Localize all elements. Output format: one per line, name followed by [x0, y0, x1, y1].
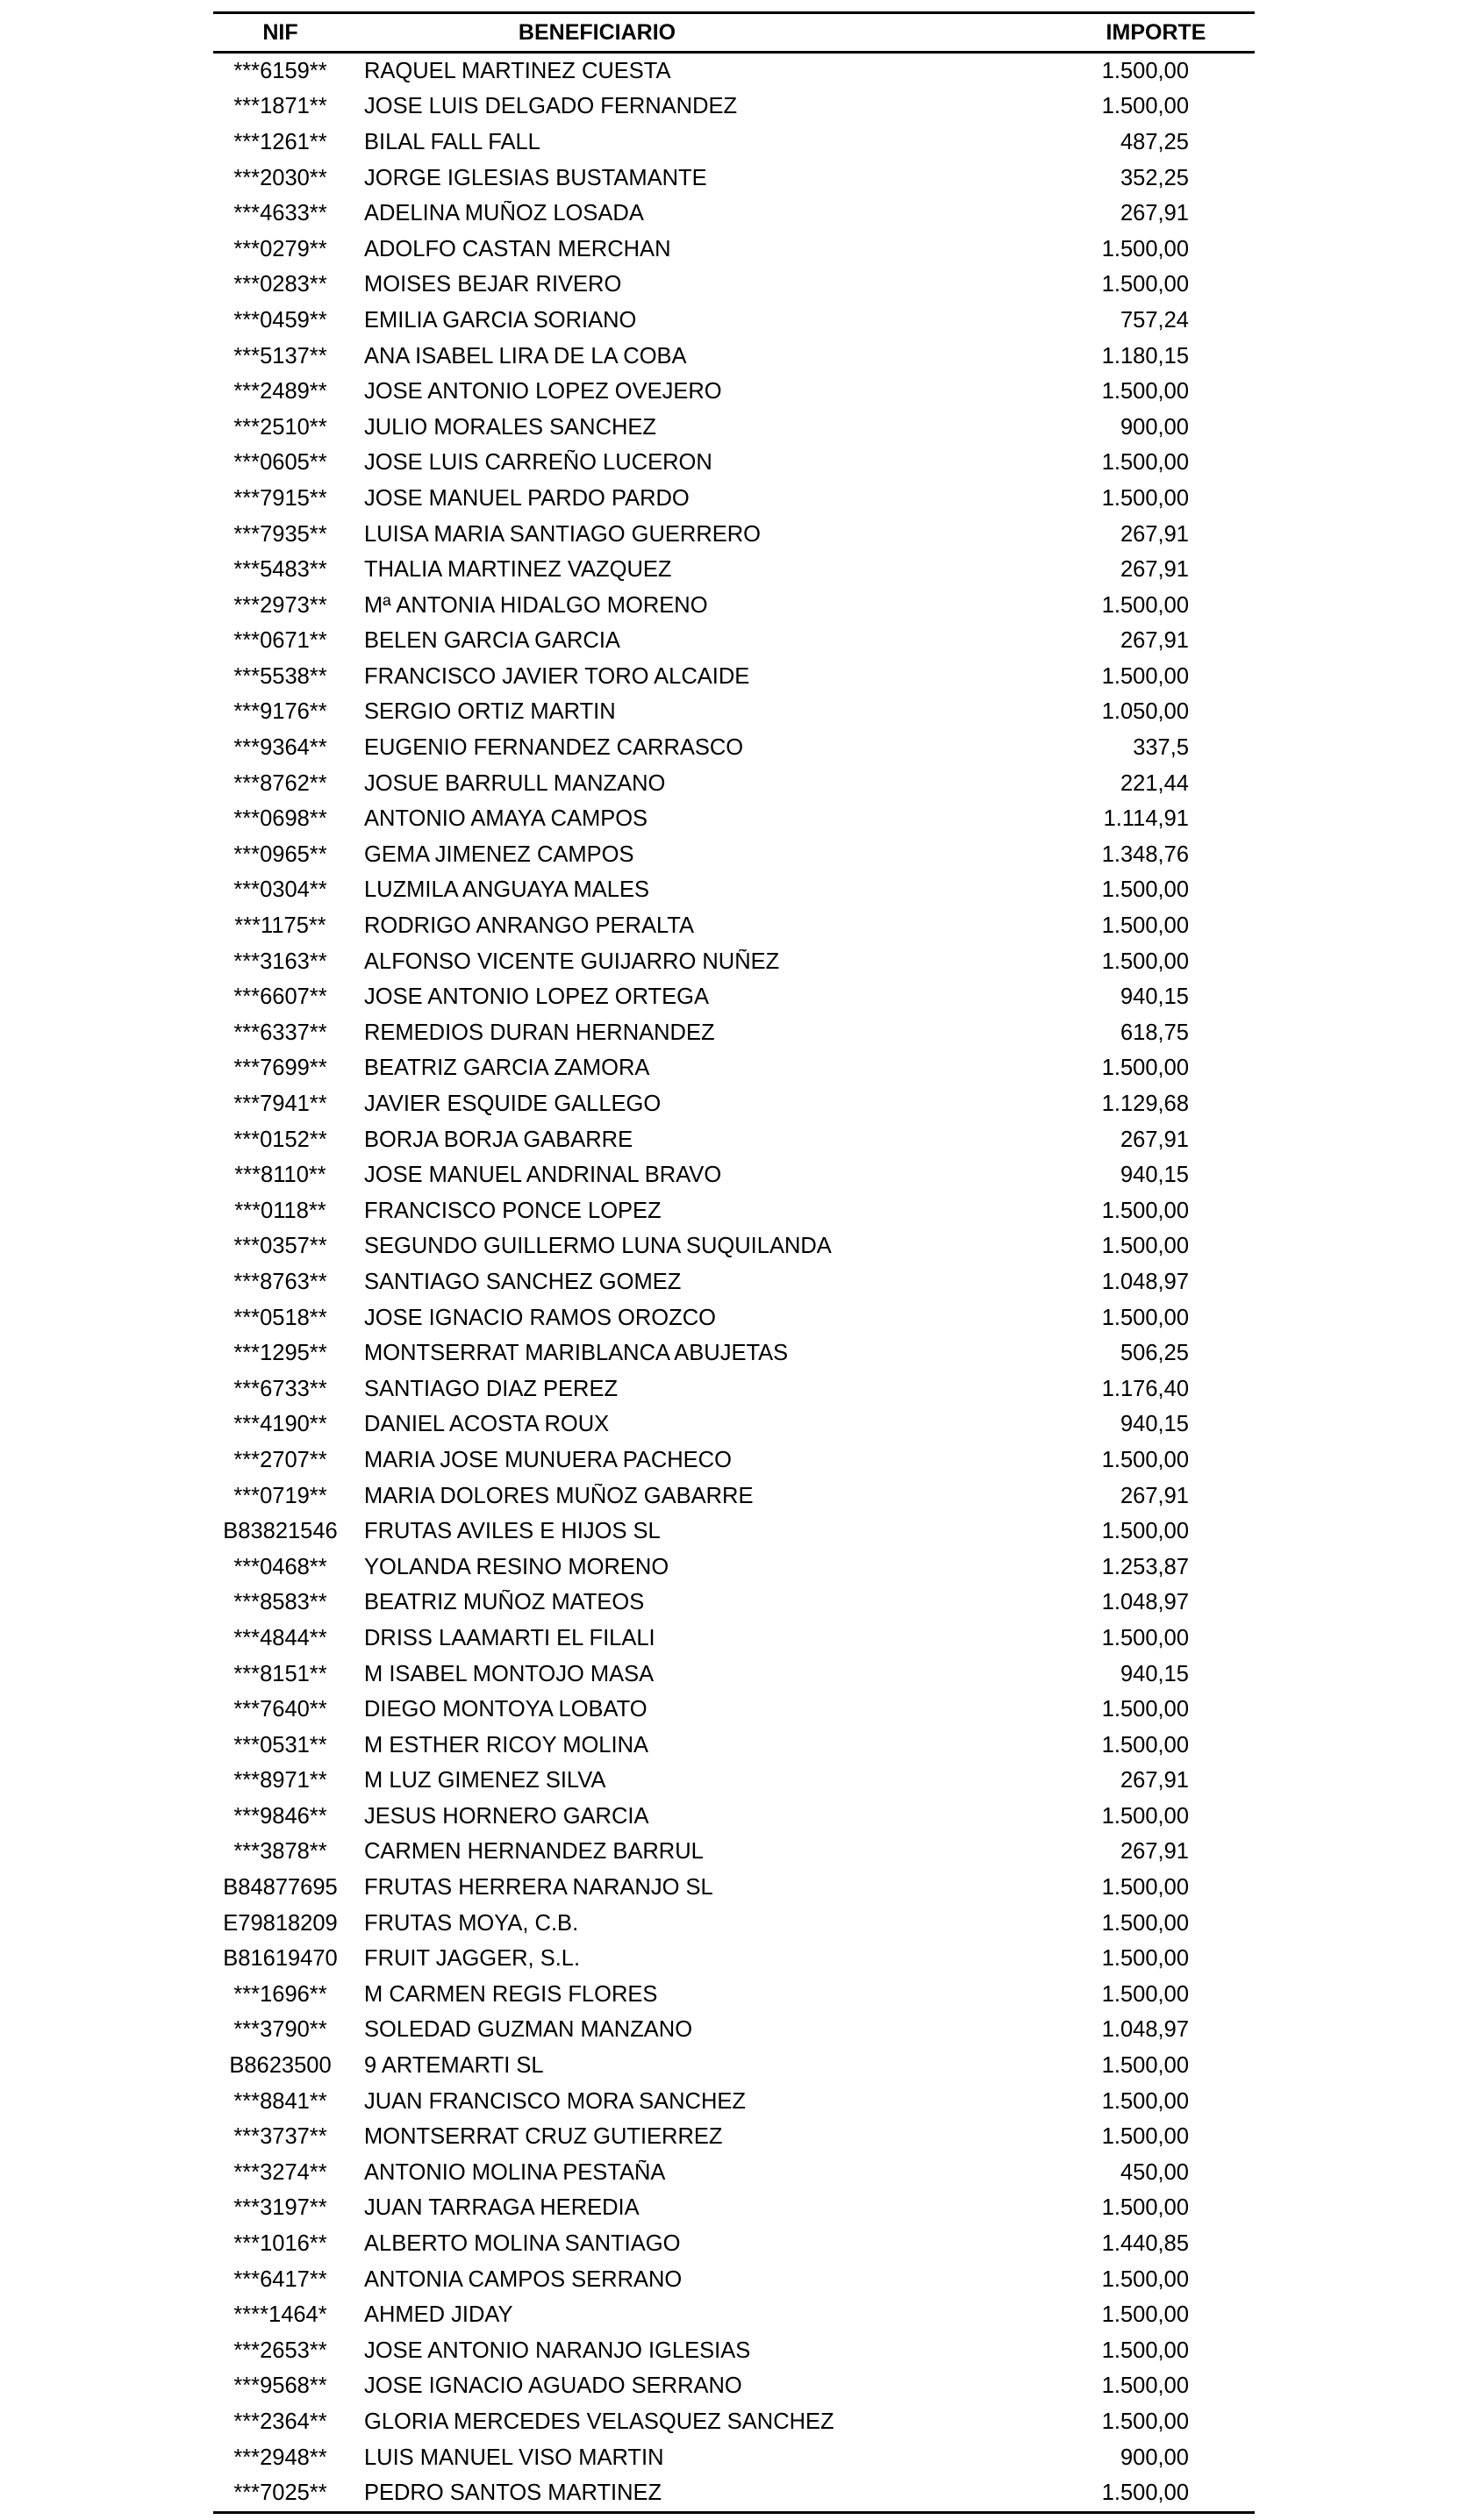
- beneficiary-cell: ANTONIO MOLINA PESTAÑA: [364, 2159, 666, 2185]
- nif-cell: ***8151**: [233, 1661, 327, 1686]
- table-row: [213, 1692, 1255, 1728]
- nif-cell: ***0518**: [233, 1305, 327, 1330]
- nif-cell: ***3197**: [233, 2195, 327, 2221]
- nif-cell: ***8110**: [234, 1163, 326, 1188]
- beneficiary-cell: BELEN GARCIA GARCIA: [364, 628, 620, 654]
- table-row: [213, 1193, 1255, 1229]
- nif-cell: ***4633**: [233, 201, 327, 226]
- amount-cell: 1.050,00: [1101, 699, 1189, 725]
- amount-cell: 1.048,97: [1101, 1269, 1189, 1294]
- amount-cell: 267,91: [1120, 1768, 1189, 1793]
- nif-cell: ***7915**: [233, 485, 327, 511]
- nif-cell: ***0719**: [233, 1483, 327, 1508]
- table-row: [213, 1977, 1255, 2013]
- nif-cell: ***3274**: [233, 2159, 327, 2185]
- table-row: [213, 2475, 1255, 2511]
- table-row: [213, 1764, 1255, 1800]
- beneficiary-cell: MARIA DOLORES MUÑOZ GABARRE: [364, 1483, 754, 1508]
- nif-cell: ***1261**: [233, 129, 327, 154]
- beneficiary-cell: AHMED JIDAY: [364, 2302, 513, 2328]
- amount-cell: 1.500,00: [1101, 1625, 1189, 1650]
- amount-cell: 1.500,00: [1101, 1305, 1189, 1330]
- beneficiary-cell: JOSE LUIS DELGADO FERNANDEZ: [364, 94, 738, 119]
- amount-cell: 1.180,15: [1101, 343, 1189, 369]
- beneficiary-cell: LUZMILA ANGUAYA MALES: [364, 877, 650, 903]
- beneficiary-cell: GEMA JIMENEZ CAMPOS: [364, 841, 634, 867]
- table-row: [213, 1371, 1255, 1407]
- beneficiary-cell: M CARMEN REGIS FLORES: [364, 1981, 658, 2007]
- amount-cell: 1.500,00: [1101, 450, 1189, 476]
- nif-cell: ***6607**: [233, 984, 327, 1010]
- beneficiary-cell: BEATRIZ MUÑOZ MATEOS: [364, 1590, 645, 1615]
- amount-cell: 1.500,00: [1101, 236, 1189, 261]
- table-row: [213, 695, 1255, 731]
- table-row: [213, 1799, 1255, 1835]
- table-row: [213, 89, 1255, 125]
- beneficiary-cell: MONTSERRAT MARIBLANCA ABUJETAS: [364, 1341, 789, 1366]
- nif-cell: ***9846**: [233, 1803, 327, 1829]
- table-row: [213, 552, 1255, 588]
- table-row: [213, 766, 1255, 802]
- beneficiary-cell: JOSE MANUEL PARDO PARDO: [364, 485, 690, 511]
- table-row: [213, 1051, 1255, 1087]
- amount-cell: 450,00: [1120, 2159, 1189, 2185]
- beneficiary-cell: M LUZ GIMENEZ SILVA: [364, 1768, 606, 1793]
- beneficiary-cell: RODRIGO ANRANGO PERALTA: [364, 913, 694, 939]
- beneficiary-cell: FRUTAS MOYA, C.B.: [364, 1910, 579, 1936]
- beneficiary-cell: FRANCISCO PONCE LOPEZ: [364, 1198, 662, 1223]
- amount-cell: 940,15: [1120, 1163, 1189, 1188]
- table-row: [213, 339, 1255, 375]
- amount-cell: 1.500,00: [1101, 1697, 1189, 1722]
- nif-cell: ***7699**: [233, 1056, 327, 1081]
- table-row: [213, 2084, 1255, 2120]
- beneficiary-cell: CARMEN HERNANDEZ BARRUL: [364, 1839, 704, 1865]
- beneficiary-cell: JAVIER ESQUIDE GALLEGO: [364, 1092, 662, 1117]
- amount-cell: 267,91: [1120, 1127, 1189, 1152]
- amount-cell: 337,5: [1133, 735, 1189, 761]
- table-row: [213, 1621, 1255, 1657]
- header-nif: NIF: [262, 19, 298, 45]
- amount-cell: 1.500,00: [1101, 913, 1189, 939]
- beneficiary-cell: LUISA MARIA SANTIAGO GUERRERO: [364, 521, 762, 547]
- nif-cell: ***7941**: [233, 1092, 327, 1117]
- amount-cell: 1.500,00: [1101, 2373, 1189, 2399]
- table-row: [213, 1941, 1255, 1977]
- beneficiary-cell: JUAN FRANCISCO MORA SANCHEZ: [364, 2088, 746, 2114]
- nif-cell: ***7025**: [233, 2481, 327, 2506]
- nif-cell: ***2510**: [233, 414, 327, 440]
- beneficiary-cell: JOSE ANTONIO NARANJO IGLESIAS: [364, 2337, 751, 2363]
- table-row: [213, 1514, 1255, 1550]
- nif-cell: ***2948**: [233, 2445, 327, 2470]
- amount-cell: 506,25: [1120, 1341, 1189, 1366]
- amount-cell: 1.500,00: [1101, 1447, 1189, 1472]
- amount-cell: 221,44: [1120, 770, 1189, 796]
- beneficiary-cell: DANIEL ACOSTA ROUX: [364, 1412, 610, 1437]
- nif-cell: B83821546: [223, 1519, 338, 1544]
- amount-cell: 1.500,00: [1101, 1946, 1189, 1972]
- nif-cell: ***0279**: [233, 236, 327, 261]
- amount-cell: 1.500,00: [1101, 2124, 1189, 2150]
- beneficiary-cell: RAQUEL MARTINEZ CUESTA: [364, 58, 671, 83]
- nif-cell: ****1464*: [233, 2302, 327, 2328]
- amount-cell: 900,00: [1120, 414, 1189, 440]
- beneficiary-cell: THALIA MARTINEZ VAZQUEZ: [364, 557, 672, 583]
- amount-cell: 1.500,00: [1101, 2266, 1189, 2292]
- nif-cell: ***8841**: [233, 2088, 327, 2114]
- amount-cell: 1.129,68: [1101, 1092, 1189, 1117]
- beneficiary-cell: ALBERTO MOLINA SANTIAGO: [364, 2231, 681, 2257]
- beneficiary-cell: YOLANDA RESINO MORENO: [364, 1554, 669, 1579]
- beneficiary-cell: JULIO MORALES SANCHEZ: [364, 414, 656, 440]
- beneficiary-cell: SERGIO ORTIZ MARTIN: [364, 699, 616, 725]
- table-row: [213, 410, 1255, 446]
- amount-cell: 1.500,00: [1101, 877, 1189, 903]
- nif-cell: ***9364**: [233, 735, 327, 761]
- table-row: [213, 1835, 1255, 1871]
- beneficiary-cell: BILAL FALL FALL: [364, 129, 540, 154]
- beneficiary-cell: DIEGO MONTOYA LOBATO: [364, 1697, 648, 1722]
- beneficiary-cell: SANTIAGO DIAZ PEREZ: [364, 1376, 619, 1401]
- nif-cell: ***8583**: [233, 1590, 327, 1615]
- nif-cell: ***0283**: [233, 272, 327, 297]
- amount-cell: 1.500,00: [1101, 1875, 1189, 1901]
- beneficiary-cell: 9 ARTEMARTI SL: [364, 2053, 544, 2079]
- amount-cell: 1.500,00: [1101, 2337, 1189, 2363]
- beneficiaries-table: [213, 11, 1255, 2514]
- nif-cell: ***2489**: [233, 379, 327, 404]
- beneficiary-cell: BEATRIZ GARCIA ZAMORA: [364, 1056, 650, 1081]
- table-row: [213, 908, 1255, 944]
- beneficiary-cell: JOSE IGNACIO AGUADO SERRANO: [364, 2373, 742, 2399]
- table-row: [213, 979, 1255, 1015]
- nif-cell: ***2030**: [233, 165, 327, 190]
- table-row: [213, 659, 1255, 695]
- table-row: [213, 1264, 1255, 1300]
- amount-cell: 1.500,00: [1101, 592, 1189, 618]
- nif-cell: ***2973**: [233, 592, 327, 618]
- nif-cell: ***0965**: [233, 841, 327, 867]
- amount-cell: 1.440,85: [1101, 2231, 1189, 2257]
- nif-cell: ***7640**: [233, 1697, 327, 1722]
- beneficiary-cell: GLORIA MERCEDES VELASQUEZ SANCHEZ: [364, 2409, 834, 2434]
- table-row: [213, 1728, 1255, 1764]
- beneficiary-cell: JOSE ANTONIO LOPEZ ORTEGA: [364, 984, 709, 1010]
- table-row: [213, 1335, 1255, 1371]
- amount-cell: 1.500,00: [1101, 1803, 1189, 1829]
- header-importe: IMPORTE: [1106, 19, 1206, 45]
- table-row: [213, 232, 1255, 268]
- nif-cell: ***2707**: [233, 1447, 327, 1472]
- nif-cell: ***1871**: [233, 94, 327, 119]
- table-row: [213, 374, 1255, 410]
- amount-cell: 1.500,00: [1101, 1056, 1189, 1081]
- table-row: [213, 2013, 1255, 2049]
- nif-cell: ***0152**: [233, 1127, 327, 1152]
- beneficiary-cell: JOSE LUIS CARREÑO LUCERON: [364, 450, 712, 476]
- table-row: [213, 1870, 1255, 1906]
- amount-cell: 1.500,00: [1101, 272, 1189, 297]
- table-row: [213, 2191, 1255, 2227]
- beneficiary-cell: DRISS LAAMARTI EL FILALI: [364, 1625, 655, 1650]
- amount-cell: 1.048,97: [1101, 1590, 1189, 1615]
- nif-cell: ***3790**: [233, 2017, 327, 2043]
- nif-cell: ***6337**: [233, 1020, 327, 1045]
- amount-cell: 1.348,76: [1101, 841, 1189, 867]
- nif-cell: ***3163**: [233, 949, 327, 974]
- table-row: [213, 517, 1255, 553]
- amount-cell: 1.500,00: [1101, 2409, 1189, 2434]
- table-row: [213, 2333, 1255, 2369]
- amount-cell: 267,91: [1120, 201, 1189, 226]
- table-row: [213, 2440, 1255, 2476]
- nif-cell: ***1295**: [233, 1341, 327, 1366]
- nif-cell: B8623500: [229, 2053, 332, 2079]
- nif-cell: ***0698**: [233, 806, 327, 832]
- table-row: [213, 446, 1255, 482]
- nif-cell: ***5137**: [233, 343, 327, 369]
- amount-cell: 1.500,00: [1101, 1981, 1189, 2007]
- table-row: [213, 730, 1255, 766]
- beneficiary-cell: ANTONIA CAMPOS SERRANO: [364, 2266, 683, 2292]
- table-row: [213, 125, 1255, 161]
- nif-cell: ***5538**: [233, 663, 327, 689]
- nif-cell: ***6417**: [233, 2266, 327, 2292]
- table-row: [213, 1015, 1255, 1051]
- nif-cell: ***0304**: [233, 877, 327, 903]
- nif-cell: ***7935**: [233, 521, 327, 547]
- nif-cell: ***5483**: [233, 557, 327, 583]
- amount-cell: 940,15: [1120, 984, 1189, 1010]
- amount-cell: 1.500,00: [1101, 2195, 1189, 2221]
- amount-cell: 757,24: [1120, 307, 1189, 333]
- beneficiary-cell: MONTSERRAT CRUZ GUTIERREZ: [364, 2124, 723, 2150]
- nif-cell: ***9568**: [233, 2373, 327, 2399]
- nif-cell: ***0468**: [233, 1554, 327, 1579]
- amount-cell: 1.114,91: [1103, 806, 1189, 832]
- table-row: [213, 873, 1255, 909]
- amount-cell: 487,25: [1120, 129, 1189, 154]
- nif-cell: ***0118**: [234, 1198, 326, 1223]
- amount-cell: 267,91: [1120, 1839, 1189, 1865]
- table-row: [213, 1300, 1255, 1336]
- beneficiary-cell: EUGENIO FERNANDEZ CARRASCO: [364, 735, 744, 761]
- amount-cell: 267,91: [1120, 521, 1189, 547]
- table-body: [213, 54, 1255, 2511]
- nif-cell: ***1696**: [233, 1981, 327, 2007]
- nif-cell: ***1016**: [233, 2231, 327, 2257]
- amount-cell: 267,91: [1120, 1483, 1189, 1508]
- nif-cell: ***0671**: [233, 628, 327, 654]
- amount-cell: 1.048,97: [1101, 2017, 1189, 2043]
- beneficiary-cell: ADOLFO CASTAN MERCHAN: [364, 236, 671, 261]
- nif-cell: ***3878**: [233, 1839, 327, 1865]
- amount-cell: 1.176,40: [1101, 1376, 1189, 1401]
- amount-cell: 1.500,00: [1101, 1234, 1189, 1259]
- amount-cell: 1.500,00: [1101, 663, 1189, 689]
- nif-cell: ***0357**: [233, 1234, 327, 1259]
- nif-cell: E79818209: [223, 1910, 338, 1936]
- table-row: [213, 2226, 1255, 2262]
- amount-cell: 1.500,00: [1101, 2088, 1189, 2114]
- table-row: [213, 2155, 1255, 2191]
- table-row: [213, 624, 1255, 660]
- table-row: [213, 2404, 1255, 2440]
- table-row: [213, 303, 1255, 339]
- beneficiary-cell: JORGE IGLESIAS BUSTAMANTE: [364, 165, 707, 190]
- amount-cell: 267,91: [1120, 628, 1189, 654]
- beneficiary-cell: EMILIA GARCIA SORIANO: [364, 307, 637, 333]
- table-row: [213, 1157, 1255, 1193]
- nif-cell: ***0605**: [233, 450, 327, 476]
- table-row: [213, 1443, 1255, 1478]
- table-row: [213, 268, 1255, 304]
- amount-cell: 267,91: [1120, 557, 1189, 583]
- amount-cell: 1.500,00: [1101, 2053, 1189, 2079]
- amount-cell: 1.500,00: [1101, 1198, 1189, 1223]
- table-row: [213, 196, 1255, 232]
- table-header: [213, 14, 1255, 51]
- amount-cell: 352,25: [1120, 165, 1189, 190]
- beneficiary-cell: M ISABEL MONTOJO MASA: [364, 1661, 655, 1686]
- beneficiary-cell: MOISES BEJAR RIVERO: [364, 272, 622, 297]
- beneficiary-cell: REMEDIOS DURAN HERNANDEZ: [364, 1020, 715, 1045]
- nif-cell: ***8763**: [233, 1269, 327, 1294]
- table-row: [213, 161, 1255, 197]
- nif-cell: ***4844**: [233, 1625, 327, 1650]
- beneficiary-cell: JOSE MANUEL ANDRINAL BRAVO: [364, 1163, 722, 1188]
- amount-cell: 1.500,00: [1101, 485, 1189, 511]
- table-row: [213, 1086, 1255, 1122]
- table-row: [213, 1407, 1255, 1443]
- amount-cell: 618,75: [1120, 1020, 1189, 1045]
- table-row: [213, 2369, 1255, 2405]
- amount-cell: 1.500,00: [1101, 1732, 1189, 1758]
- amount-cell: 940,15: [1120, 1412, 1189, 1437]
- amount-cell: 1.500,00: [1101, 58, 1189, 83]
- nif-cell: B84877695: [223, 1875, 338, 1901]
- nif-cell: ***1175**: [234, 913, 326, 939]
- beneficiary-cell: ANTONIO AMAYA CAMPOS: [364, 806, 648, 832]
- amount-cell: 900,00: [1120, 2445, 1189, 2470]
- amount-cell: 1.500,00: [1101, 94, 1189, 119]
- beneficiary-cell: JOSUE BARRULL MANZANO: [364, 770, 666, 796]
- nif-cell: ***0459**: [233, 307, 327, 333]
- nif-cell: ***8762**: [233, 770, 327, 796]
- beneficiary-cell: JOSE ANTONIO LOPEZ OVEJERO: [364, 379, 722, 404]
- nif-cell: ***8971**: [233, 1768, 327, 1793]
- table-row: [213, 2048, 1255, 2084]
- amount-cell: 1.500,00: [1101, 2481, 1189, 2506]
- nif-cell: B81619470: [223, 1946, 338, 1972]
- amount-cell: 1.500,00: [1101, 1519, 1189, 1544]
- table-row: [213, 1478, 1255, 1514]
- bottom-rule: [213, 2511, 1255, 2514]
- amount-cell: 1.500,00: [1101, 2302, 1189, 2328]
- nif-cell: ***6159**: [233, 58, 327, 83]
- table-row: [213, 54, 1255, 89]
- beneficiary-cell: JOSE IGNACIO RAMOS OROZCO: [364, 1305, 716, 1330]
- table-row: [213, 588, 1255, 624]
- table-row: [213, 1657, 1255, 1693]
- beneficiary-cell: JUAN TARRAGA HEREDIA: [364, 2195, 640, 2221]
- beneficiary-cell: ALFONSO VICENTE GUIJARRO NUÑEZ: [364, 949, 780, 974]
- table-row: [213, 1906, 1255, 1942]
- beneficiary-cell: PEDRO SANTOS MARTINEZ: [364, 2481, 662, 2506]
- amount-cell: 1.253,87: [1101, 1554, 1189, 1579]
- table-row: [213, 481, 1255, 517]
- table-row: [213, 801, 1255, 837]
- table-row: [213, 944, 1255, 980]
- nif-cell: ***3737**: [233, 2124, 327, 2150]
- beneficiary-cell: SANTIAGO SANCHEZ GOMEZ: [364, 1269, 682, 1294]
- beneficiary-cell: LUIS MANUEL VISO MARTIN: [364, 2445, 664, 2470]
- table-row: [213, 1550, 1255, 1586]
- nif-cell: ***2364**: [233, 2409, 327, 2434]
- amount-cell: 1.500,00: [1101, 379, 1189, 404]
- table-row: [213, 1586, 1255, 1622]
- beneficiary-cell: M ESTHER RICOY MOLINA: [364, 1732, 648, 1758]
- amount-cell: 1.500,00: [1101, 1910, 1189, 1936]
- nif-cell: ***2653**: [233, 2337, 327, 2363]
- table-row: [213, 1122, 1255, 1158]
- beneficiary-cell: FRUIT JAGGER, S.L.: [364, 1946, 581, 1972]
- table-row: [213, 1229, 1255, 1265]
- beneficiary-cell: FRANCISCO JAVIER TORO ALCAIDE: [364, 663, 750, 689]
- nif-cell: ***6733**: [233, 1376, 327, 1401]
- table-row: [213, 2297, 1255, 2333]
- header-beneficiario: BENEFICIARIO: [518, 19, 676, 45]
- beneficiary-cell: SOLEDAD GUZMAN MANZANO: [364, 2017, 693, 2043]
- beneficiary-cell: FRUTAS HERRERA NARANJO SL: [364, 1875, 713, 1901]
- beneficiary-cell: ANA ISABEL LIRA DE LA COBA: [364, 343, 687, 369]
- beneficiary-cell: Mª ANTONIA HIDALGO MORENO: [364, 592, 708, 618]
- beneficiary-cell: JESUS HORNERO GARCIA: [364, 1803, 649, 1829]
- nif-cell: ***9176**: [233, 699, 327, 725]
- nif-cell: ***4190**: [233, 1412, 327, 1437]
- amount-cell: 940,15: [1120, 1661, 1189, 1686]
- table-row: [213, 837, 1255, 873]
- beneficiary-cell: SEGUNDO GUILLERMO LUNA SUQUILANDA: [364, 1234, 832, 1259]
- nif-cell: ***0531**: [233, 1732, 327, 1758]
- table-row: [213, 2262, 1255, 2298]
- beneficiary-cell: BORJA BORJA GABARRE: [364, 1127, 633, 1152]
- amount-cell: 1.500,00: [1101, 949, 1189, 974]
- beneficiary-cell: ADELINA MUÑOZ LOSADA: [364, 201, 644, 226]
- beneficiary-cell: MARIA JOSE MUNUERA PACHECO: [364, 1447, 732, 1472]
- beneficiary-cell: FRUTAS AVILES E HIJOS SL: [364, 1519, 661, 1544]
- table-row: [213, 2119, 1255, 2155]
